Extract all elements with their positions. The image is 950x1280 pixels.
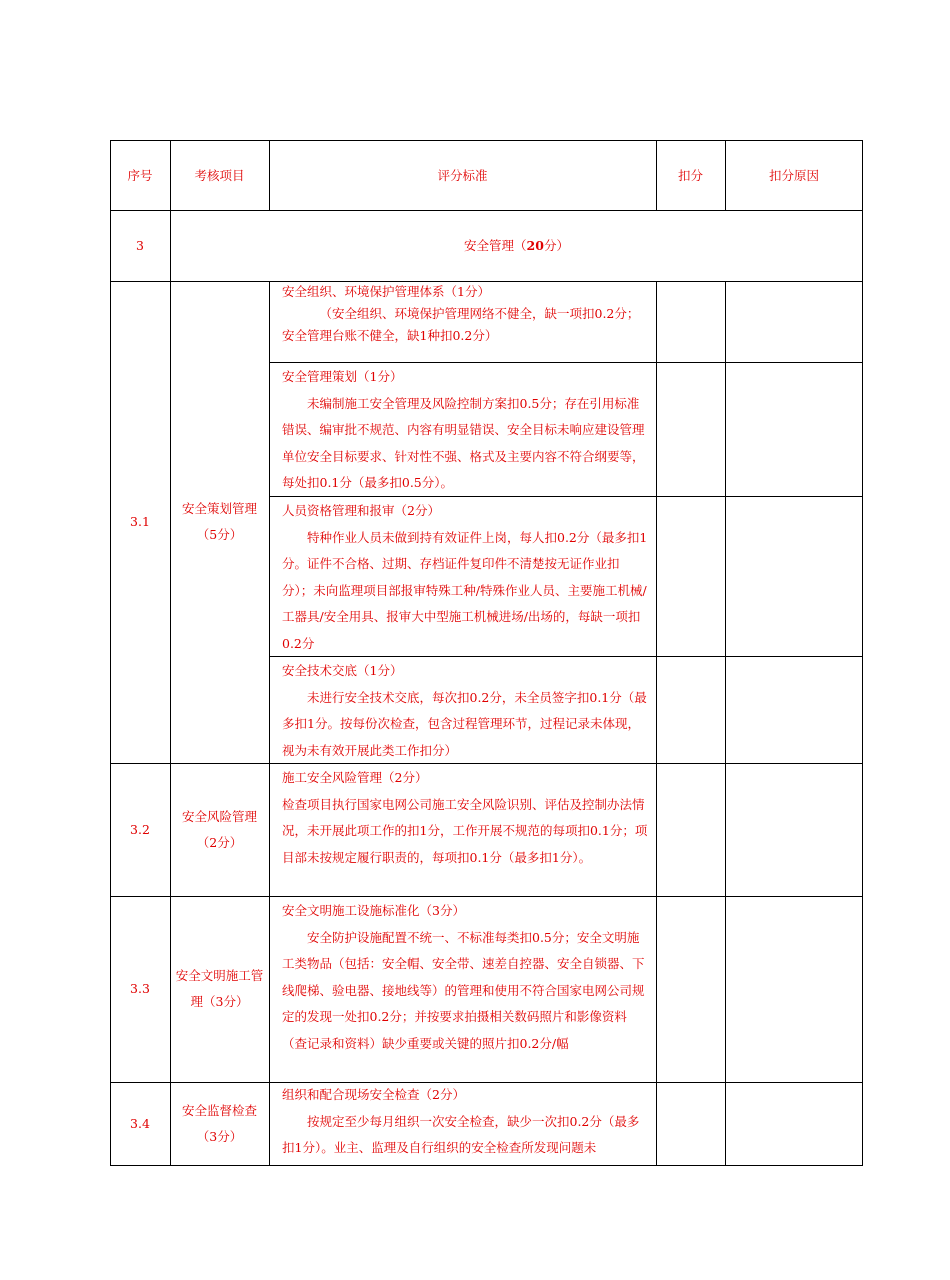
table-border-right (862, 140, 863, 1166)
section-title-points: 20 (526, 238, 544, 253)
header-col-reason: 扣分原因 (768, 167, 819, 183)
table-border-bottom (110, 1165, 863, 1166)
section-title-suffix: 分） (543, 238, 569, 253)
header-col-deduct: 扣分 (677, 167, 703, 183)
row-no-3-3: 3.3 (130, 981, 150, 996)
section-title-prefix: 安全管理（ (464, 238, 527, 253)
scoring-table (110, 140, 863, 1166)
table-col-divider (170, 140, 171, 1166)
criteria-title: 人员资格管理和报审（2分） (282, 503, 440, 518)
criteria-body: 按规定至少每月组织一次安全检查，缺少一次扣0.2分（最多扣1分）。业主、监理及自行组织的安全检查所发现问题未 (282, 1113, 640, 1155)
criteria-3-4 (269, 1082, 656, 1165)
criteria-3-1-b (269, 362, 656, 496)
criteria-body: 特种作业人员未做到持有效证件上岗，每人扣0.2分（最多扣1分。证件不合格、过期、存档证件复印件不清楚按无证作业扣分）；未向监理项目部报审特殊工种/特殊作业人员、主要施工机械/工器具/安全用具、报审大中型施工机械进场/出场的，每缺一项扣0.2分 (282, 529, 648, 651)
row-no-3-4: 3.4 (130, 1115, 150, 1131)
criteria-3-1-d (269, 656, 656, 763)
row-no-3-1: 3.1 (130, 514, 150, 529)
table-col-divider (725, 281, 726, 1166)
row-item-3-2: 安全风险管理（2分） (181, 808, 257, 850)
criteria-body: 安全防护设施配置不统一、不标准每类扣0.5分；安全文明施工类物品（包括：安全帽、安全带、速差自控器、安全自锁器、下线爬梯、验电器、接地线等）的管理和使用不符合国家电网公司规定的发现一处扣0.2分；并按要求拍摄相关数码照片和影像资料（查记录和资料）缺少重要或关键的照片扣0.2分/幅 (282, 929, 645, 1051)
table-col-divider (656, 281, 657, 1166)
criteria-body-2: 安全管理台账不健全，缺1种扣0.2分） (282, 328, 498, 343)
section-title (170, 211, 863, 281)
criteria-body: 检查项目执行国家电网公司施工安全风险识别、评估及控制办法情况，未开展此项工作的扣1分，工作开展不规范的每项扣0.1分；项目部未按规定履行职责的，每项扣0.1分（最多扣1分）。 (282, 796, 648, 865)
section-no: 3 (136, 238, 144, 253)
criteria-title: 组织和配合现场安全检查（2分） (282, 1087, 465, 1102)
criteria-body: （安全组织、环境保护管理网络不健全，缺一项扣0.2分； (319, 306, 640, 321)
criteria-title: 安全组织、环境保护管理体系（1分） (282, 284, 490, 299)
header-col-no: 序号 (127, 167, 153, 183)
criteria-body: 未进行安全技术交底，每次扣0.2分，未全员签字扣0.1分（最多扣1分。按每份次检查，包含过程管理环节，过程记录未体现，视为未有效开展此类工作扣分） (282, 689, 647, 758)
criteria-title: 安全技术交底（1分） (282, 663, 403, 678)
criteria-3-1-a (269, 281, 656, 362)
row-item-3-3: 安全文明施工管理（3分） (175, 968, 264, 1009)
header-col-criteria: 评分标准 (437, 167, 488, 183)
criteria-title: 施工安全风险管理（2分） (282, 770, 428, 785)
row-item-3-1: 安全策划管理（5分） (181, 501, 257, 542)
criteria-3-1-c (269, 496, 656, 656)
criteria-3-3 (269, 896, 656, 1082)
row-no-3-2: 3.2 (130, 821, 150, 837)
row-item-3-4: 安全监督检查（3分） (181, 1102, 257, 1144)
criteria-title: 安全管理策划（1分） (282, 369, 403, 384)
criteria-title: 安全文明施工设施标准化（3分） (282, 903, 465, 918)
header-col-item: 考核项目 (194, 167, 245, 183)
criteria-3-2 (269, 763, 656, 896)
criteria-body: 未编制施工安全管理及风险控制方案扣0.5分；存在引用标准错误、编审批不规范、内容有明显错误、安全目标未响应建设管理单位安全目标要求、针对性不强、格式及主要内容不符合纲要等，每处扣0.1分（最多扣0.5分）。 (282, 395, 645, 490)
